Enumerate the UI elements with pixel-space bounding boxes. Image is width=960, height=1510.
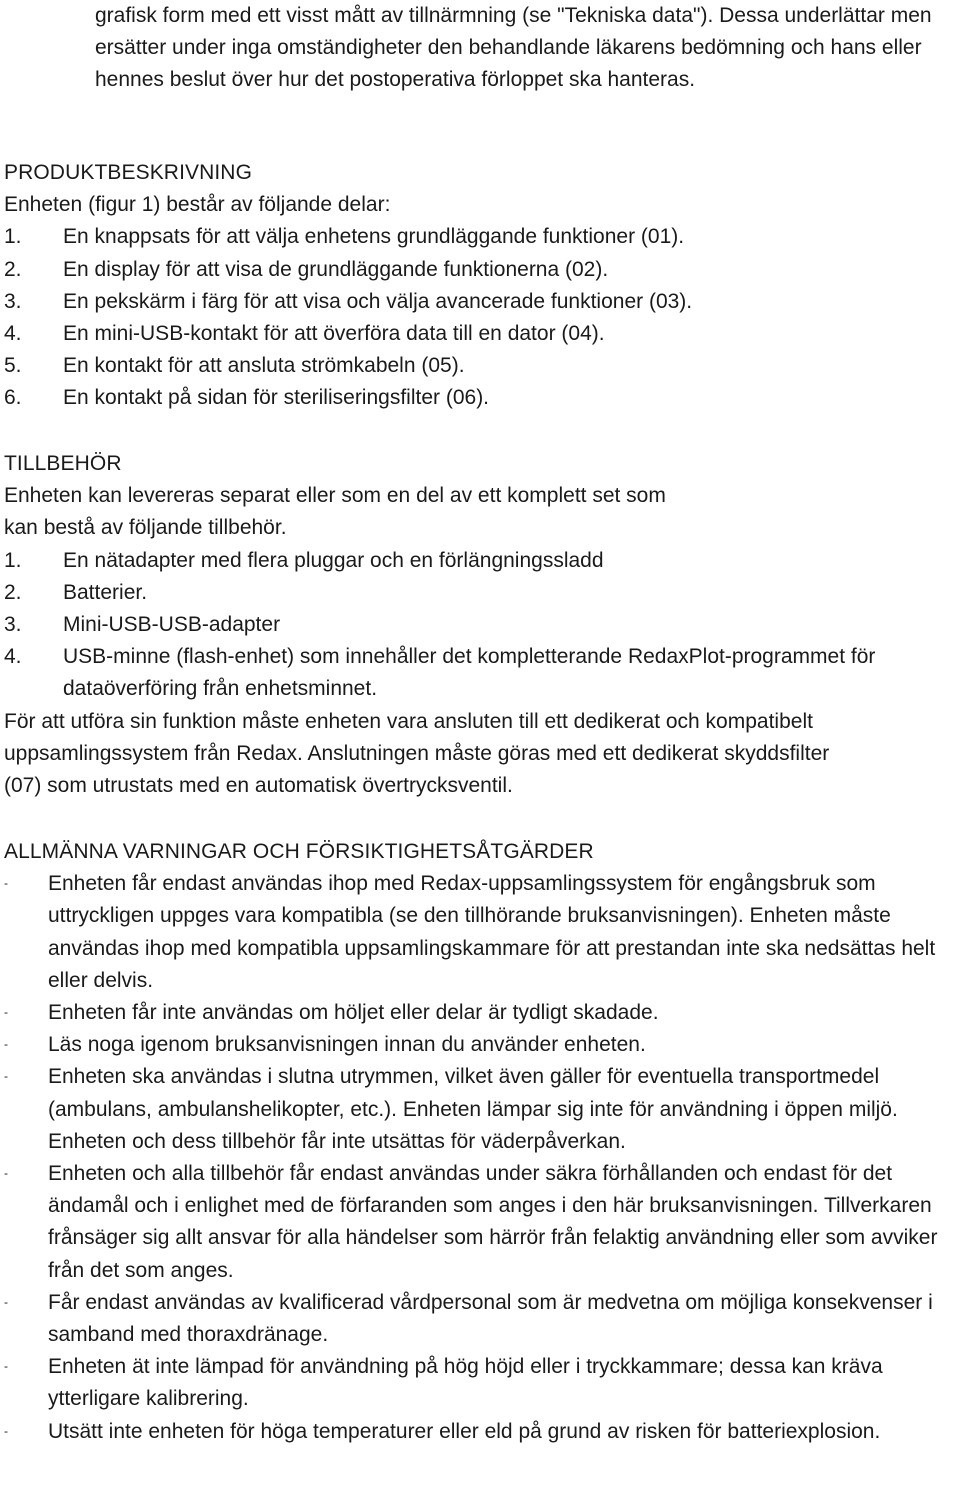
- list-number: 6.: [4, 386, 22, 410]
- product-description-lead: Enheten (figur 1) består av följande delar:: [4, 193, 391, 217]
- list-item: [4, 997, 956, 1029]
- accessories-closing-line: För att utföra sin funktion måste enheten vara ansluten till ett dedikerat och kompatibelt: [4, 709, 813, 733]
- list-item-text: Mini-USB-USB-adapter: [63, 613, 281, 637]
- product-parts-list: [4, 221, 956, 414]
- list-item: [4, 1351, 956, 1415]
- list-item: [4, 641, 956, 705]
- list-item-text: En mini-USB-kontakt för att överföra data till en dator (04).: [63, 322, 605, 346]
- list-item: [4, 350, 956, 382]
- list-item: [4, 254, 956, 286]
- dash-marker: -: [4, 1005, 8, 1020]
- list-item-text: Läs noga igenom bruksanvisningen innan du använder enheten.: [48, 1033, 646, 1057]
- list-number: 5.: [4, 354, 22, 378]
- list-number: 2.: [4, 257, 22, 281]
- list-item-text: En kontakt för att ansluta strömkabeln (05).: [63, 354, 465, 378]
- list-item: [4, 609, 956, 641]
- list-item: [4, 1029, 956, 1061]
- accessories-lead-line: Enheten kan levereras separat eller som en del av ett komplett set som: [4, 484, 666, 508]
- list-number: 3.: [4, 289, 22, 313]
- dash-marker: -: [4, 1294, 8, 1309]
- list-item: [4, 868, 956, 997]
- list-item-text: En pekskärm i färg för att visa och välja avancerade funktioner (03).: [63, 289, 693, 313]
- list-item: [4, 318, 956, 350]
- list-item-text: Enheten får endast användas ihop med Redax-uppsamlingssystem för engångsbruk som uttryckligen uppges vara kompatibla (se den tillhörande bruksanvisningen). Enheten måste användas ihop med kompatibla uppsamlingskammare för att prestandan inte ska nedsättas helt eller delvis.: [48, 872, 936, 992]
- list-item: [4, 1158, 956, 1287]
- accessories-list: [4, 545, 956, 706]
- product-description-heading: PRODUKTBESKRIVNING: [4, 161, 253, 184]
- list-item: [4, 221, 956, 253]
- list-number: 4.: [4, 322, 22, 346]
- list-number: 1.: [4, 548, 22, 572]
- warnings-section: [4, 836, 956, 1448]
- list-item: [4, 1061, 956, 1158]
- accessories-closing-line: (07) som utrustats med en automatisk övertrycksventil.: [4, 774, 513, 798]
- list-item: [4, 382, 956, 414]
- accessories-closing-line: uppsamlingssystem från Redax. Anslutningen måste göras med ett dedikerat skyddsfilter: [4, 741, 830, 765]
- list-item-text: USB-minne (flash-enhet) som innehåller det kompletterande RedaxPlot-programmet för dataöverföring från enhetsminnet.: [63, 645, 876, 701]
- list-number: 1.: [4, 225, 22, 249]
- list-item-text: Enheten och alla tillbehör får endast användas under säkra förhållanden och endast för det ändamål och i enlighet med de förfaranden som anges i den här bruksanvisningen. Tillverkaren frånsäger sig allt ansvar för alla händelser som härrör från felaktig användning eller som avviker från det som anges.: [48, 1162, 938, 1282]
- list-item-text: En display för att visa de grundläggande funktionerna (02).: [63, 257, 609, 281]
- list-item-text: Utsätt inte enheten för höga temperaturer eller eld på grund av risken för batteriexplosion.: [48, 1419, 881, 1443]
- list-item-text: Enheten får inte användas om höljet eller delar är tydligt skadade.: [48, 1001, 659, 1025]
- list-item-text: Enheten ät inte lämpad för användning på hög höjd eller i tryckkammare; dessa kan kräva ytterligare kalibrering.: [48, 1355, 883, 1411]
- intro-text: grafisk form med ett visst mått av tillnärmning (se "Tekniska data"). Dessa underlättar men ersätter under inga omständigheter den behandlande läkarens bedömning och hans eller hennes beslut över hur det postoperativa förloppet ska hanteras.: [95, 4, 932, 92]
- list-item: [4, 545, 956, 577]
- dash-marker: -: [4, 1359, 8, 1374]
- list-item-text: Batterier.: [63, 580, 148, 604]
- list-item-text: Enheten ska användas i slutna utrymmen, vilket även gäller för eventuella transportmedel (ambulans, ambulanshelikopter, etc.). Enheten lämpar sig inte för användning i öppen miljö. Enheten och dess tillbehör får inte utsättas för väderpåverkan.: [48, 1065, 898, 1153]
- list-item: [4, 286, 956, 318]
- warnings-heading: ALLMÄNNA VARNINGAR OCH FÖRSIKTIGHETSÅTGÄRDER: [4, 840, 594, 863]
- list-number: 3.: [4, 613, 22, 637]
- dash-marker: -: [4, 1423, 8, 1438]
- list-item-text: Får endast användas av kvalificerad vårdpersonal som är medvetna om möjliga konsekvenser i samband med thoraxdränage.: [48, 1290, 933, 1347]
- list-item-text: En kontakt på sidan för steriliseringsfilter (06).: [63, 386, 490, 410]
- list-item: [4, 577, 956, 609]
- list-item: [4, 1287, 956, 1351]
- warnings-list: [4, 868, 956, 1448]
- list-number: 4.: [4, 645, 22, 669]
- product-description-section: [4, 157, 956, 415]
- list-number: 2.: [4, 580, 22, 604]
- intro-paragraph: [95, 0, 955, 97]
- dash-marker: -: [4, 1166, 8, 1181]
- dash-marker: -: [4, 1069, 8, 1084]
- accessories-lead-line: kan bestå av följande tillbehör.: [4, 516, 287, 540]
- list-item-text: En nätadapter med flera pluggar och en förlängningssladd: [63, 548, 604, 572]
- dash-marker: -: [4, 1037, 8, 1052]
- accessories-section: [4, 448, 956, 802]
- accessories-heading: TILLBEHÖR: [4, 452, 122, 475]
- list-item: [4, 1416, 956, 1448]
- list-item-text: En knappsats för att välja enhetens grundläggande funktioner (01).: [63, 225, 685, 249]
- dash-marker: -: [4, 876, 8, 891]
